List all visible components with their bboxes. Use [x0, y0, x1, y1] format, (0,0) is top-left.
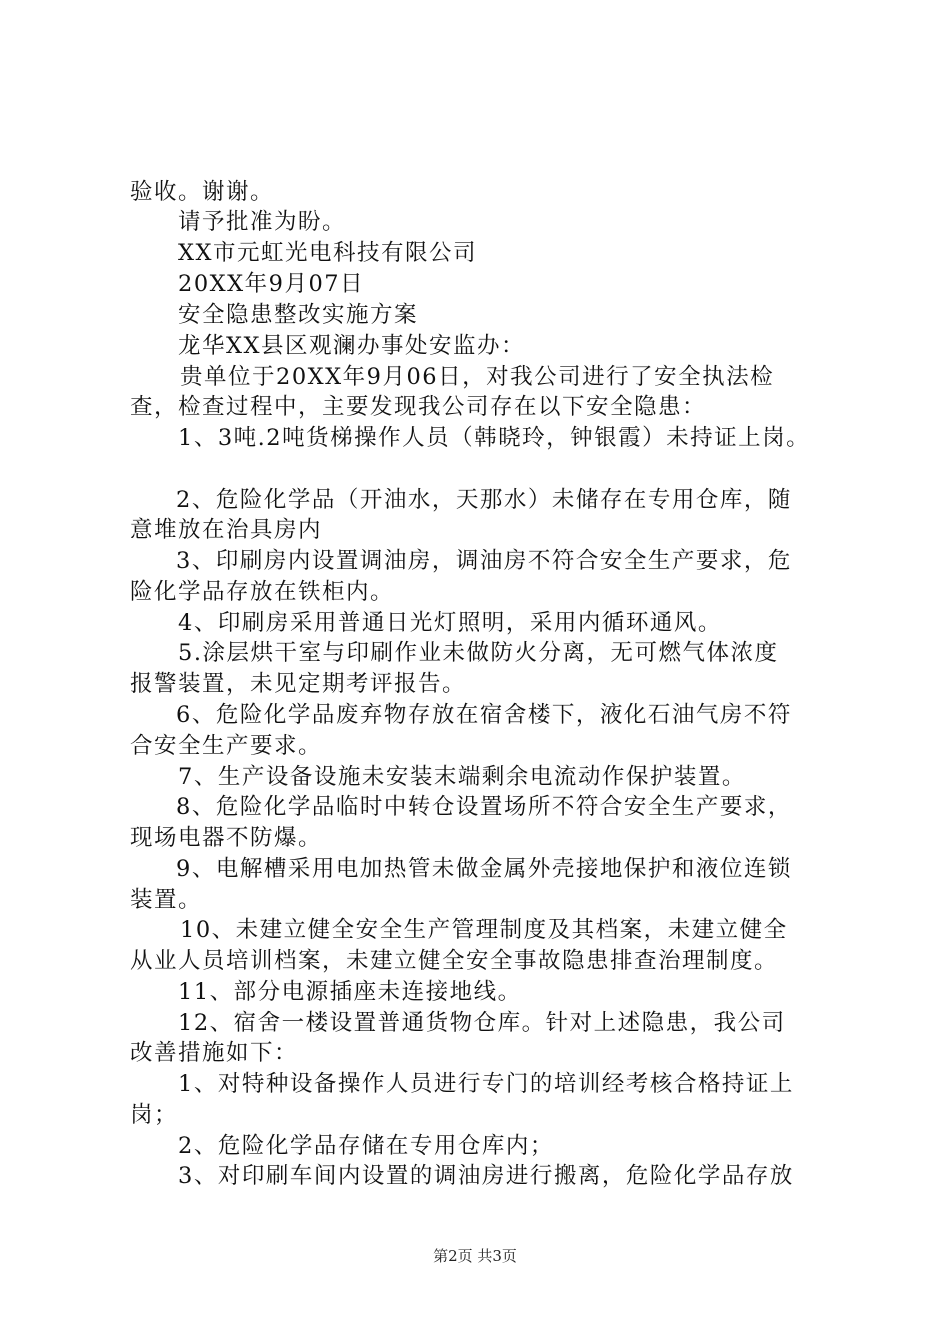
text-line: 报警装置，未见定期考评报告。 [130, 671, 467, 697]
text-line: 20XX年9月07日 [178, 271, 365, 297]
text-line: 意堆放在治具房内 [130, 517, 323, 543]
text-line: 10、未建立健全安全生产管理制度及其档案，未建立健全 [180, 917, 788, 943]
text-line: 3、对印刷车间内设置的调油房进行搬离，危险化学品存放 [178, 1163, 794, 1189]
text-line: 12、宿舍一楼设置普通货物仓库。针对上述隐患，我公司 [178, 1010, 786, 1036]
page-footer: 第2页 共3页 [433, 1247, 517, 1265]
text-line: 贵单位于20XX年9月06日，对我公司进行了安全执法检 [180, 364, 775, 390]
text-line: 装置。 [130, 887, 203, 913]
text-line: 2、危险化学品（开油水，天那水）未储存在专用仓库，随 [176, 487, 792, 513]
text-line: 1、3吨.2吨货梯操作人员（韩晓玲，钟银霞）未持证上岗。 [178, 425, 811, 451]
text-line: 岗； [130, 1102, 179, 1128]
text-line: 3、印刷房内设置调油房，调油房不符合安全生产要求，危 [176, 548, 792, 574]
text-line: 验收。谢谢。 [130, 179, 275, 205]
text-line: XX市元虹光电科技有限公司 [178, 240, 478, 266]
text-line: 1、对特种设备操作人员进行专门的培训经考核合格持证上 [178, 1071, 794, 1097]
text-line: 8、危险化学品临时中转仓设置场所不符合安全生产要求， [176, 794, 792, 820]
text-line: 合安全生产要求。 [130, 733, 323, 759]
text-line: 改善措施如下： [130, 1040, 299, 1066]
text-line: 龙华XX县区观澜办事处安监办： [178, 333, 526, 359]
text-line: 2、危险化学品存储在专用仓库内； [178, 1133, 554, 1159]
text-line: 安全隐患整改实施方案 [178, 302, 419, 328]
text-line: 11、部分电源插座未连接地线。 [178, 979, 522, 1005]
text-line: 请予批准为盼。 [178, 209, 347, 235]
text-line: 7、生产设备设施未安装末端剩余电流动作保护装置。 [178, 764, 746, 790]
text-line: 从业人员培训档案，未建立健全安全事故隐患排查治理制度。 [130, 948, 779, 974]
text-line: 6、危险化学品废弃物存放在宿舍楼下，液化石油气房不符 [176, 702, 792, 728]
text-line: 险化学品存放在铁柜内。 [130, 579, 395, 605]
text-line: 现场电器不防爆。 [130, 825, 323, 851]
text-line: 9、电解槽采用电加热管未做金属外壳接地保护和液位连锁 [176, 856, 792, 882]
text-line: 5.涂层烘干室与印刷作业未做防火分离，无可燃气体浓度 [178, 640, 779, 666]
text-line: 4、印刷房采用普通日光灯照明，采用内循环通风。 [178, 610, 722, 636]
text-line: 查，检查过程中，主要发现我公司存在以下安全隐患： [130, 394, 707, 420]
